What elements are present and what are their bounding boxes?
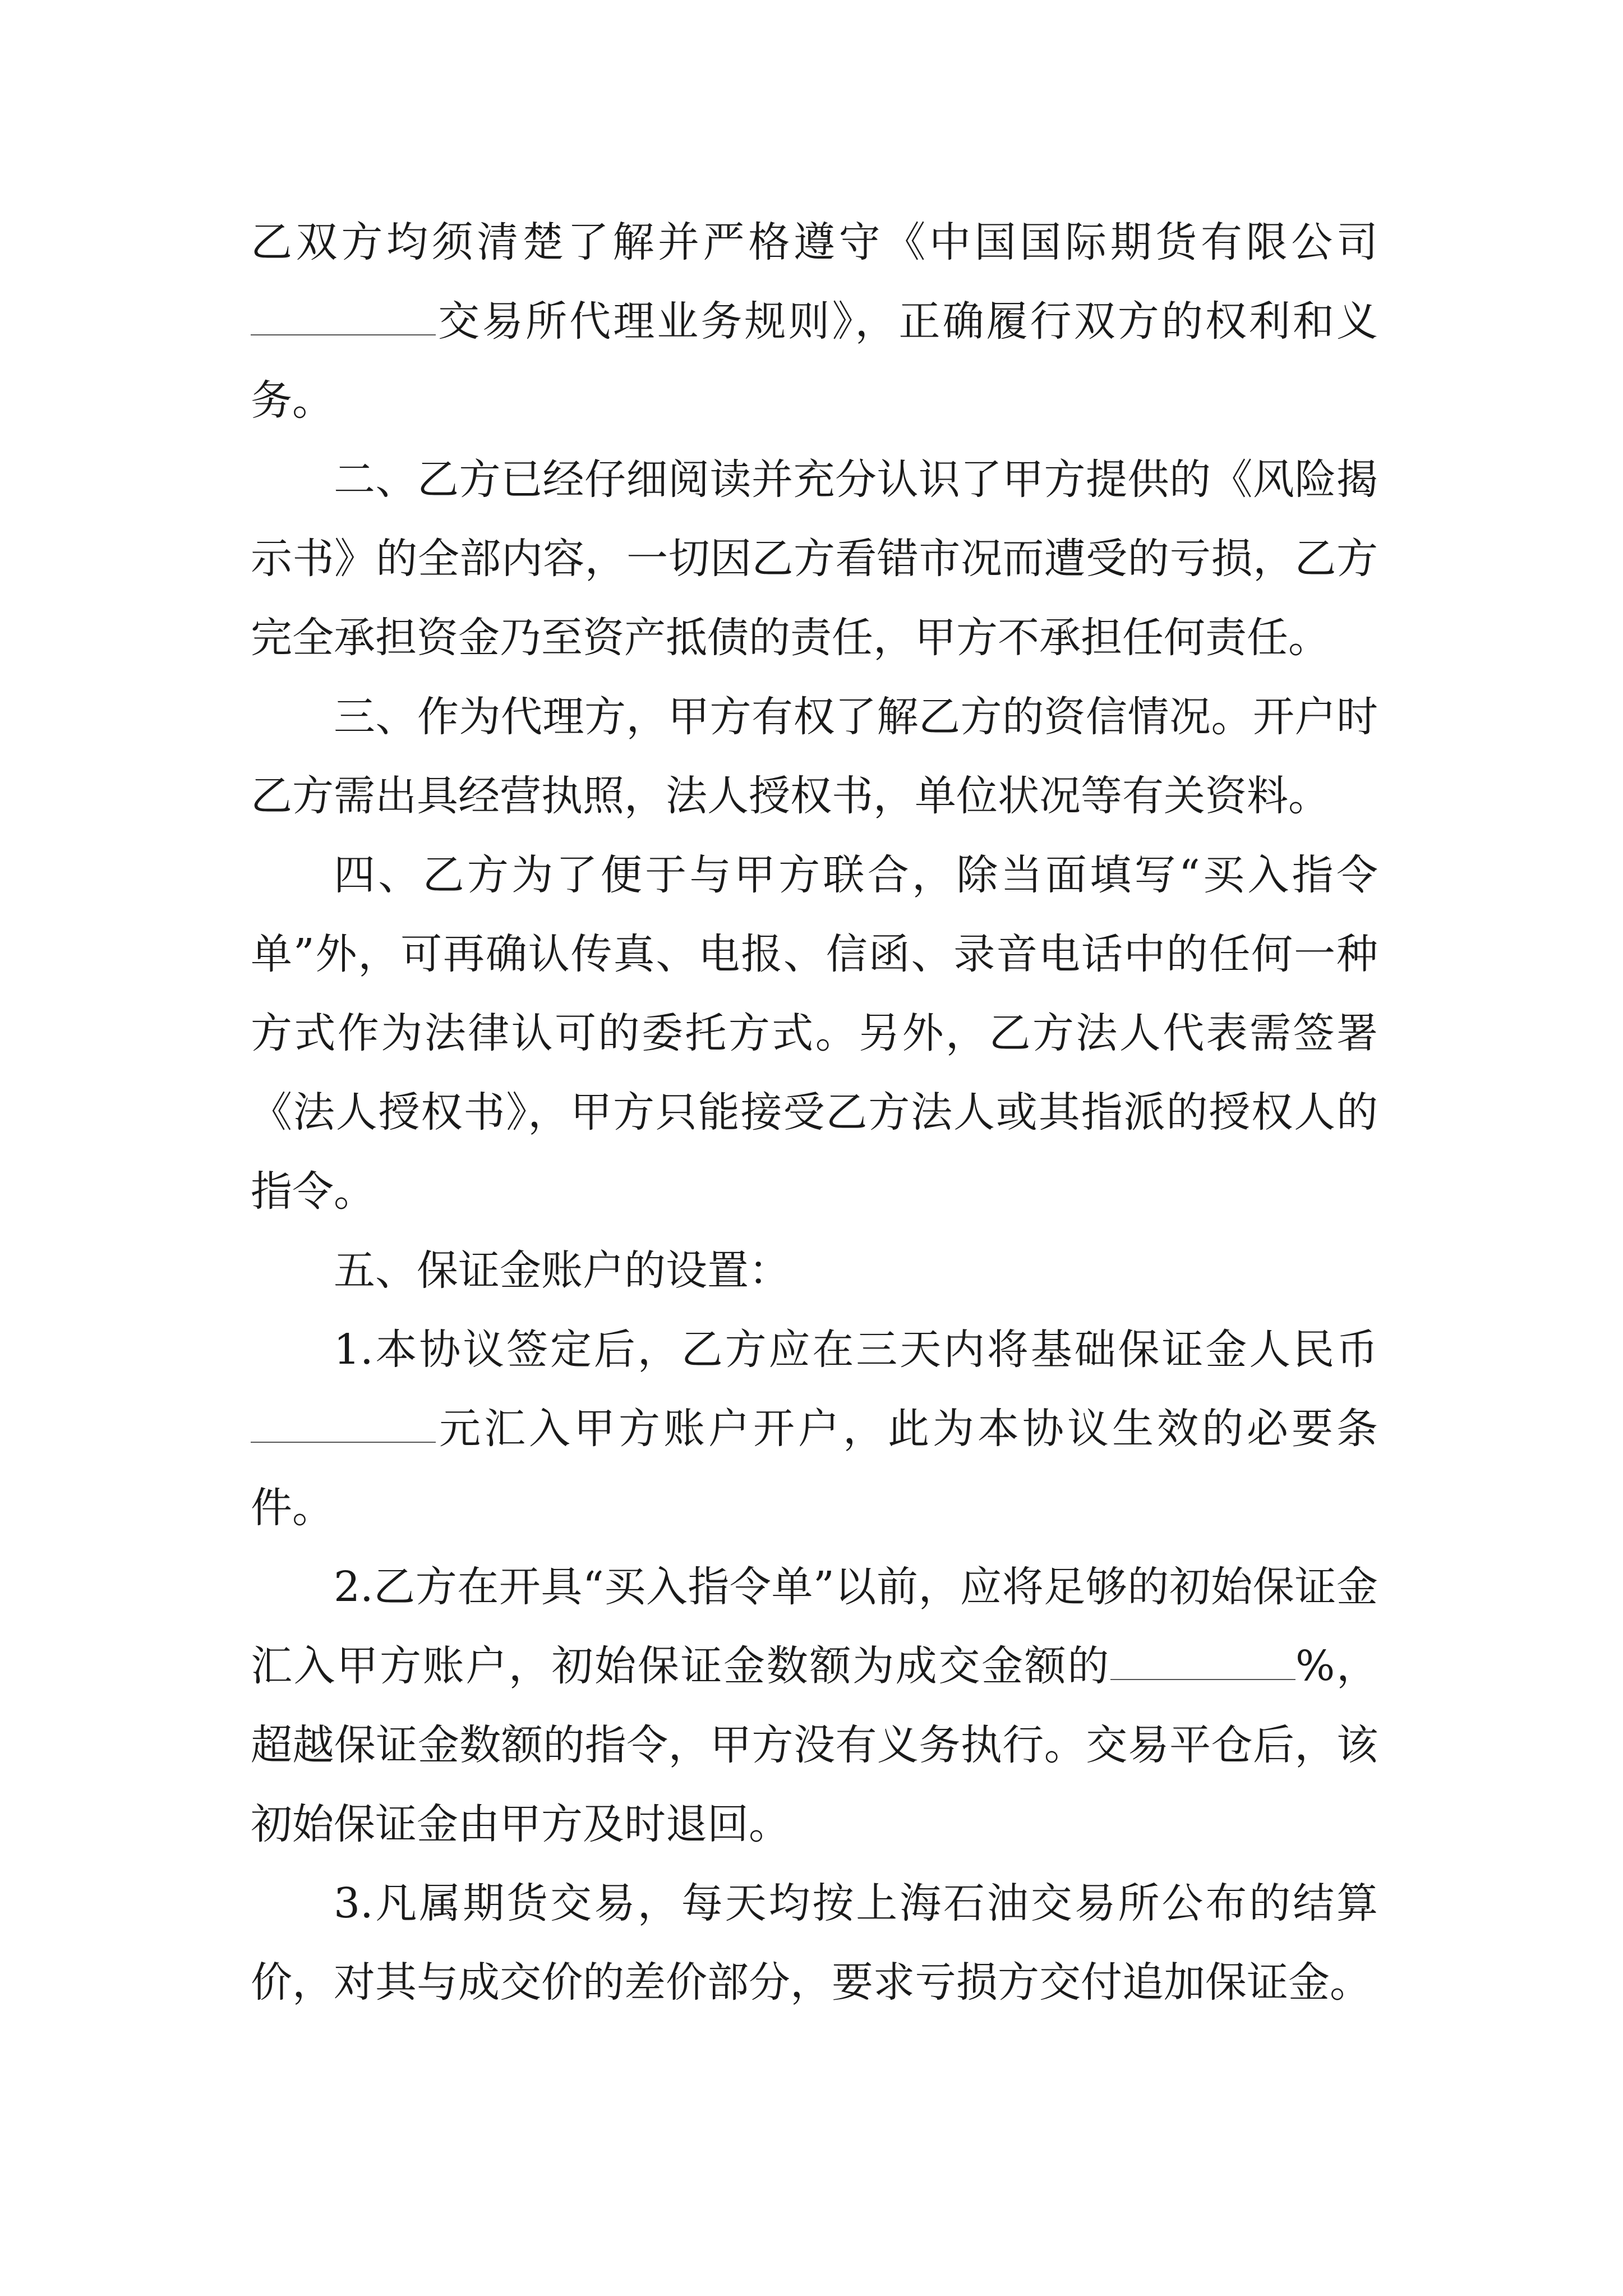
- paragraph-1-end: 交易所代理业务规则》，正确履行双方的权利和义务。: [251, 297, 1378, 425]
- fill-blank-exchange-name[interactable]: [251, 301, 436, 335]
- paragraph-1-start: 乙双方均须清楚了解并严格遵守《中国国际期货有限公司: [251, 218, 1378, 266]
- paragraph-2: 二、乙方已经仔细阅读并充分认识了甲方提供的《风险揭示书》的全部内容，一切因乙方看错市况而遭受的亏损，乙方完全承担资金乃至资产抵债的责任，甲方不承担任何责任。: [251, 455, 1378, 662]
- paragraph-6: [251, 1310, 1378, 1548]
- paragraph-8: 3.凡属期货交易，每天均按上海石油交易所公布的结算价，对其与成交价的差价部分，要求亏损方交付追加保证金。: [251, 1879, 1378, 2007]
- paragraph-5: 五、保证金账户的设置：: [334, 1246, 790, 1295]
- paragraph-1: [251, 203, 1378, 440]
- paragraph-4: 四、乙方为了便于与甲方联合，除当面填写“买入指令单”外，可再确认传真、电报、信函、录音电话中的任何一种方式作为法律认可的委托方式。另外，乙方法人代表需签署《法人授权书》，甲方只能接受乙方法人或其指派的授权人的指令。: [251, 851, 1378, 1216]
- paragraph-6-start: 1.本协议签定后，乙方应在三天内将基础保证金人民币: [334, 1326, 1378, 1374]
- fill-blank-deposit-amount[interactable]: [251, 1408, 436, 1443]
- document-body: [251, 203, 1378, 2022]
- paragraph-7-start: 2.乙方在开具“买入指令单”以前，应将足够的初始保证金汇入甲方账户，初始保证金数额为成交金额的: [251, 1563, 1378, 1690]
- paragraph-6-end: 元汇入甲方账户开户，此为本协议生效的必要条件。: [251, 1405, 1378, 1532]
- paragraph-3: 三、作为代理方，甲方有权了解乙方的资信情况。开户时乙方需出具经营执照，法人授权书，单位状况等有关资料。: [251, 693, 1378, 820]
- paragraph-7-end: %，超越保证金数额的指令，甲方没有义务执行。交易平仓后，该初始保证金由甲方及时退回。: [251, 1642, 1378, 1848]
- fill-blank-margin-percent[interactable]: [1110, 1645, 1295, 1680]
- paragraph-7: [251, 1548, 1378, 1864]
